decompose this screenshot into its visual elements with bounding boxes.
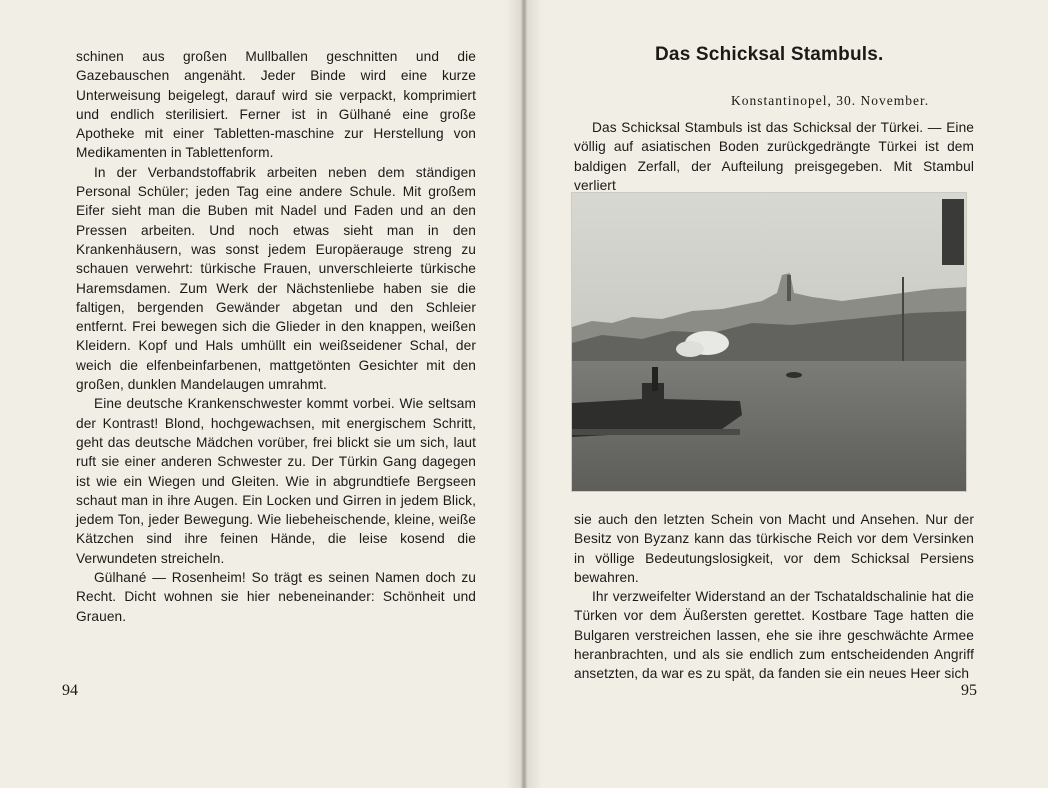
left-paragraph-4: Gülhané — Rosenheim! So trägt es seinen Namen doch zu Recht. Dicht wohnen sie hier nebeneinander: Schönheit und Grauen. [76,570,476,624]
harbor-photo-image [572,193,966,491]
harbor-photograph [572,193,966,491]
right-page-body-top [574,118,974,195]
left-paragraph-2: In der Verbandstoffabrik arbeiten neben dem ständigen Personal Schüler; jeden Tag eine andere Schule. Mit großem Eifer sieht man die Buben mit Nadel und Faden und an den Pressen arbeiten. Und noch etwas sieht man in den Krankenhäusern, was sonst jedem Europäerauge streng zu schauen verwehrt: türkische Frauen, unverschleierte türkische Haremsdamen. Zum Werk der Nächstenliebe haben sie die faltigen, bergenden Gewänder abgetan und den Schleier entfernt. Frei bewegen sich die Glieder in den knappen, weißen Kleidern. Kopf und Hals umhüllt ein weißseidener Schal, der weich die elfenbeinfarbenen, mattgetönten Gesichter mit den großen, dunklen Mandelaugen umrahmt. [76,164,476,393]
right-page-body-bottom [574,510,974,684]
right-paragraph-2: sie auch den letzten Schein von Macht und Ansehen. Nur der Besitz von Byzanz kann das türkische Reich vor dem Versinken in völlige Bedeutungslosigkeit, vor dem Schicksal Persiens bewahren. [574,512,974,585]
dateline: Konstantinopel, 30. November. [731,93,930,108]
right-paragraph-3: Ihr verzweifelter Widerstand an der Tschataldschalinie hat die Türken vor dem Äußersten gerettet. Kostbare Tage hatten die Bulgaren verstreichen lassen, ehe sie ihre geschwächte Armee heranbrachten, und als sie endlich zum entscheidenden Angriff ansetzten, da war es zu spät, da fanden sie ein neues Heer sich [574,589,974,682]
right-page [524,0,1048,788]
left-paragraph-3: Eine deutsche Krankenschwester kommt vorbei. Wie seltsam der Kontrast! Blond, hochgewachsen, mit energischem Schritt, geht das deutsche Mädchen vorüber, frei blickt sie um sich, laut ruft sie einer anderen Schwester zu. Der Türkin Gang dagegen ist wie ein Wiegen und Gleiten. Wie in abgrundtiefe Bergseen schaut man in ihre Augen. Ein Locken und Girren in jedem Blick, jedem Ton, jeder Bewegung. Wie liebeheischende, kleine, weiße Kätzchen sind ihre feinen Hände, die leise kosend die Verwundeten streicheln. [76,396,476,566]
right-paragraph-1: Das Schicksal Stambuls ist das Schicksal der Türkei. — Eine völlig auf asiatischen Boden zurückgedrängte Türkei ist dem baldigen Zerfall, der Aufteilung preisgegeben. Mit Stambul verliert [574,120,974,193]
page-number-right: 95 [961,682,977,699]
book-gutter [506,0,542,788]
left-page-body [76,47,476,626]
page-number-left: 94 [62,682,78,699]
chapter-title: Das Schicksal Stambuls. [655,44,884,65]
left-paragraph-1: schinen aus großen Mullballen geschnitten und die Gazebauschen angenäht. Jeder Binde wird eine kurze Unterweisung beigelegt, darauf wird sie verpackt, komprimiert und endlich sterilisiert. Ferner ist in Gülhané eine große Apotheke mit einer Tabletten-maschine zur Herstellung von Medikamenten in Tablettenform. [76,49,476,161]
